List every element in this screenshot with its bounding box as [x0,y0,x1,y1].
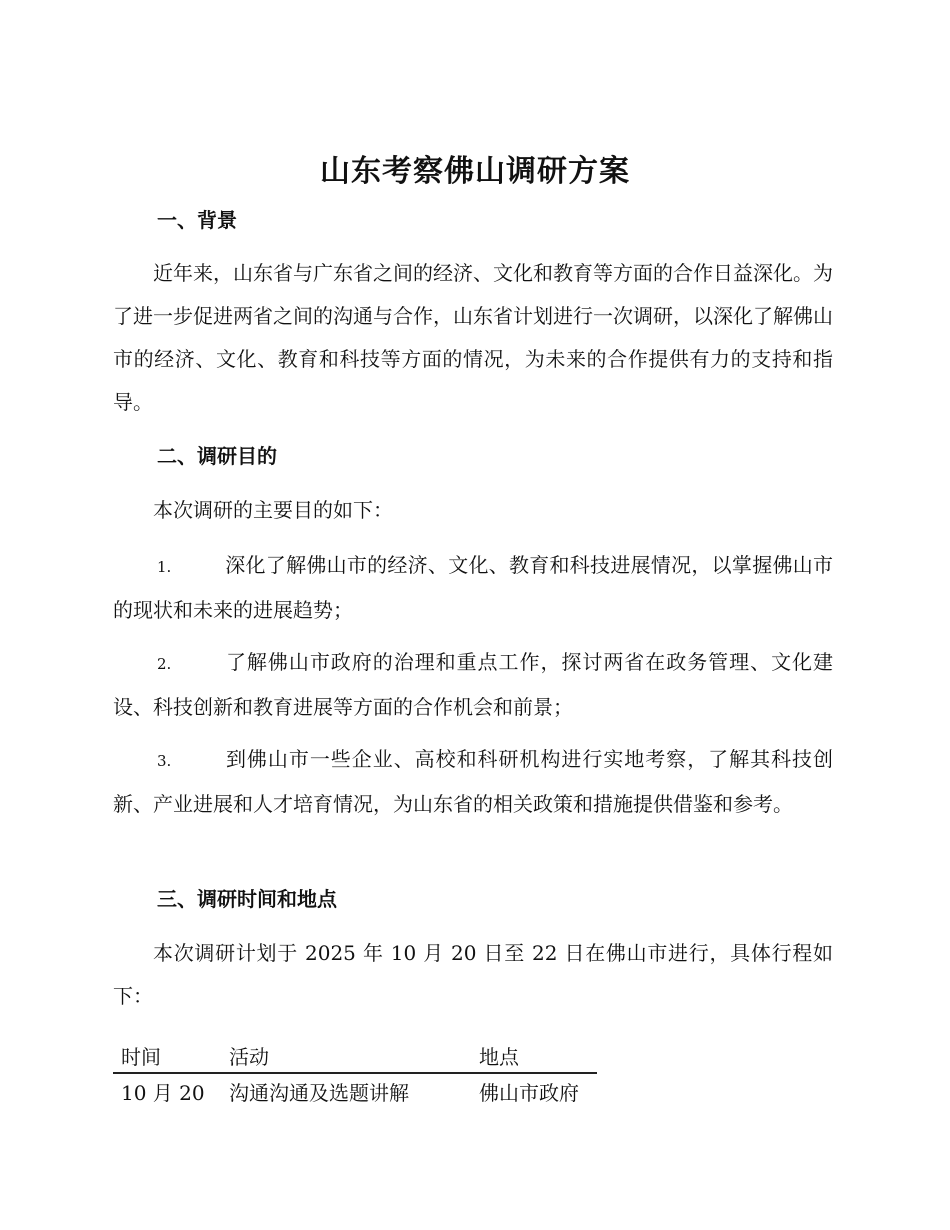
section-heading-background: 一、背景 [157,208,237,232]
table-cell: 佛山市政府 [479,1080,579,1105]
background-paragraph: 近年来，山东省与广东省之间的经济、文化和教育等方面的合作日益深化。为了进一步促进两省之间的沟通与合作，山东省计划进行一次调研，以深化了解佛山市的经济、文化、教育和科技等方面的情况，为未来的合作提供有力的支持和指导。 [113,261,833,414]
table-header-location: 地点 [471,1038,597,1073]
list-item-number: 3. [157,752,172,770]
section-heading-purpose: 二、调研目的 [157,444,277,468]
table-cell: 10 月 20 [121,1080,205,1105]
schedule-intro: 本次调研计划于 2025 年 10 月 20 日至 22 日在佛山市进行，具体行程如下： [113,941,833,1008]
list-item-text: 到佛山市一些企业、高校和科研机构进行实地考察，了解其科技创新、产业进展和人才培育情况，为山东省的相关政策和措施提供借鉴和参考。 [113,747,833,816]
list-item [113,544,833,632]
list-item [113,738,833,826]
schedule-table [113,1038,597,1108]
table-header-time: 时间 [113,1038,221,1073]
table-cell: 沟通沟通及选题讲解 [229,1080,409,1105]
list-item-text: 深化了解佛山市的经济、文化、教育和科技进展情况，以掌握佛山市的现状和未来的进展趋势； [113,553,833,622]
table-header-activity: 活动 [221,1038,471,1073]
table-header-row [113,1038,597,1073]
purpose-intro: 本次调研的主要目的如下： [153,498,393,522]
table-row [113,1073,597,1108]
list-item [113,641,833,729]
document-title: 山东考察佛山调研方案 [320,154,630,189]
list-item-text: 了解佛山市政府的治理和重点工作，探讨两省在政务管理、文化建设、科技创新和教育进展等方面的合作机会和前景； [113,650,833,719]
list-item-number: 2. [157,655,172,673]
list-item-number: 1. [157,558,172,576]
section-heading-schedule: 三、调研时间和地点 [157,887,337,911]
